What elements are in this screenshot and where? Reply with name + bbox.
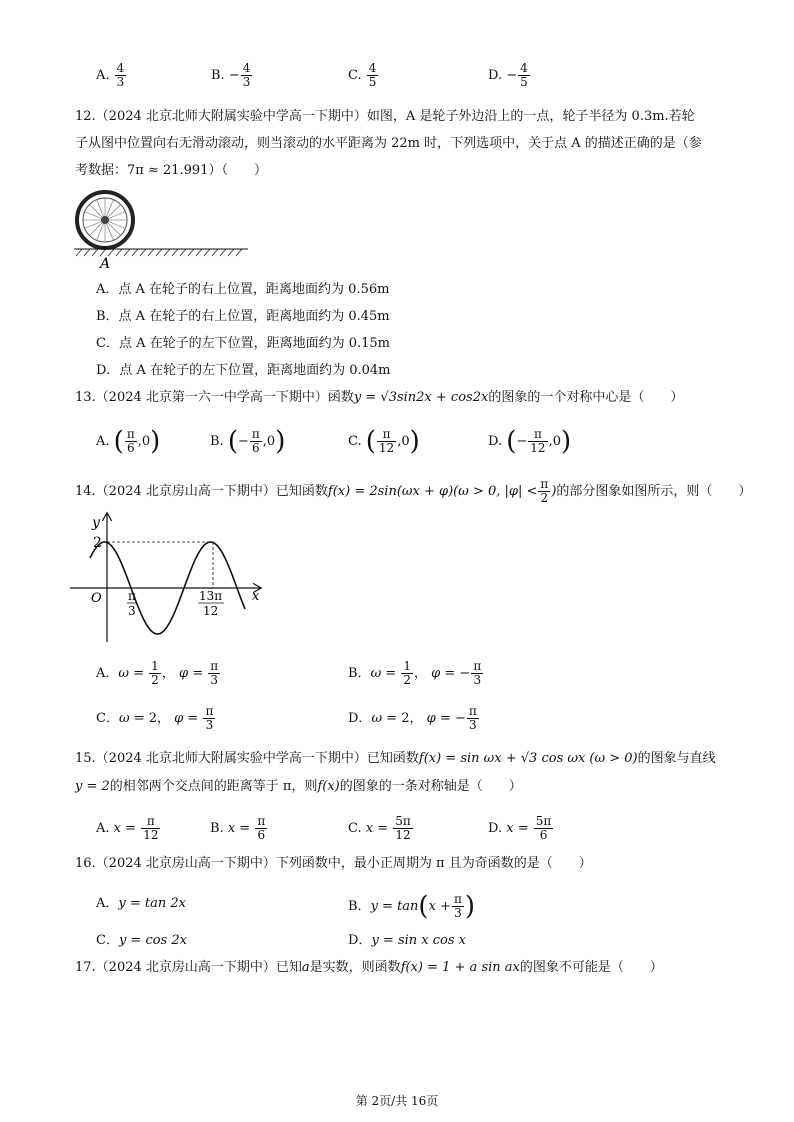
q15-option-d: D. x = $\frac{5\pi}{6}$ (488, 814, 552, 842)
q13-option-c: C. ( $\frac{\pi}{12}$ ,0) (348, 426, 420, 457)
q14-option-a: A．ω = $\frac{1}{2}$ ， φ = $\frac{\pi}{3}$ (96, 659, 219, 687)
q12-option-a: A．点 A 在轮子的右上位置，距离地面约为 0.56m (96, 282, 390, 297)
tick-pi-3-den: 3 (128, 604, 136, 618)
q11-option-b: B. − $\frac{4}{3}$ (211, 61, 251, 89)
wheel-figure (72, 190, 252, 272)
q14-option-d: D．ω = 2， φ = − $\frac{\pi}{3}$ (348, 704, 477, 732)
q12-option-b: B．点 A 在轮子的右上位置，距离地面约为 0.45m (96, 309, 390, 324)
tick-pi-3-num: π (128, 589, 136, 603)
page-footer: 第 2页/共 16页 (355, 1094, 439, 1108)
q15-option-c: C. x = $\frac{5\pi}{12}$ (348, 814, 411, 842)
q17-stem: 17.（2024 北京房山高一下期中）已知a是实数，则函数f(x) = 1 + a sin ax的图象不可能是（ ） (75, 960, 663, 975)
q14-option-b: B．ω = $\frac{1}{2}$ ， φ = − $\frac{\pi}{3}$ (348, 659, 482, 687)
q16-option-c: C．y = cos 2x (96, 933, 187, 948)
sine-graph (70, 510, 270, 645)
q14-stem: 14.（2024 北京房山高一下期中）已知函数f(x) = 2sin(ωx + φ)(ω > 0, |φ| < $\frac{\pi}{2}$ )的部分图象如图所示，则（ ） (75, 477, 752, 505)
max-label: 2 (93, 535, 102, 551)
x-axis-label: x (252, 589, 260, 604)
q11-option-a: A. $\frac{4}{3}$ (96, 61, 125, 89)
q13-option-a: A. ( $\frac{\pi}{6}$ ,0) (96, 426, 161, 457)
q11-option-d: D. − $\frac{4}{5}$ (488, 61, 528, 89)
ground-hatch (76, 249, 242, 256)
q12-line-2: 子从图中位置向右无滑动滚动，则当滚动的水平距离为 22m 时，下列选项中，关于点 A 的描述正确的是（参 (75, 136, 702, 151)
q12-line-3: 考数据：7π ≈ 21.991）（ ） (75, 163, 267, 178)
q13-option-d: D. (− $\frac{\pi}{12}$ ,0) (488, 426, 572, 457)
wheel-icon (77, 192, 133, 248)
point-a-label: A (100, 256, 111, 272)
q11-option-c: C. $\frac{4}{5}$ (348, 61, 377, 89)
tick-13pi-12-num: 13π (199, 589, 223, 603)
q13-option-b: B. (− $\frac{\pi}{6}$ ,0) (210, 426, 286, 457)
q12-line-1: 12.（2024 北京北师大附属实验中学高一下期中）如图，A 是轮子外边沿上的一点，轮子半径为 0.3m.若轮 (75, 109, 695, 124)
q16-option-d: D．y = sin x cos x (348, 933, 466, 948)
q15-option-a: A. x = $\frac{\pi}{12}$ (96, 814, 159, 842)
q15-stem-1: 15.（2024 北京北师大附属实验中学高一下期中）已知函数f(x) = sin ωx + √3 cos ωx (ω > 0)的图象与直线 (75, 751, 716, 766)
q15-option-b: B. x = $\frac{\pi}{6}$ (210, 814, 266, 842)
q14-option-c: C．ω = 2， φ = $\frac{\pi}{3}$ (96, 704, 214, 732)
q16-option-a: A．y = tan 2x (96, 896, 186, 911)
q12-option-d: D．点 A 在轮子的左下位置，距离地面约为 0.04m (96, 363, 391, 378)
q16-stem: 16.（2024 北京房山高一下期中）下列函数中，最小正周期为 π 且为奇函数的是（ ） (75, 856, 592, 871)
y-axis-label: y (92, 515, 100, 531)
q12-option-c: C．点 A 在轮子的左下位置，距离地面约为 0.15m (96, 336, 391, 351)
q13-stem: 13.（2024 北京第一六一中学高一下期中）函数y = √3sin2x + cos2x的图象的一个对称中心是（ ） (75, 390, 684, 405)
origin-label: O (91, 591, 102, 606)
q15-stem-2: y = 2的相邻两个交点间的距离等于 π，则f(x)的图象的一条对称轴是（ ） (75, 779, 522, 794)
q16-option-b: B．y = tan(x + $\frac{\pi}{3}$ ) (348, 891, 475, 922)
tick-13pi-12-den: 12 (203, 604, 219, 618)
